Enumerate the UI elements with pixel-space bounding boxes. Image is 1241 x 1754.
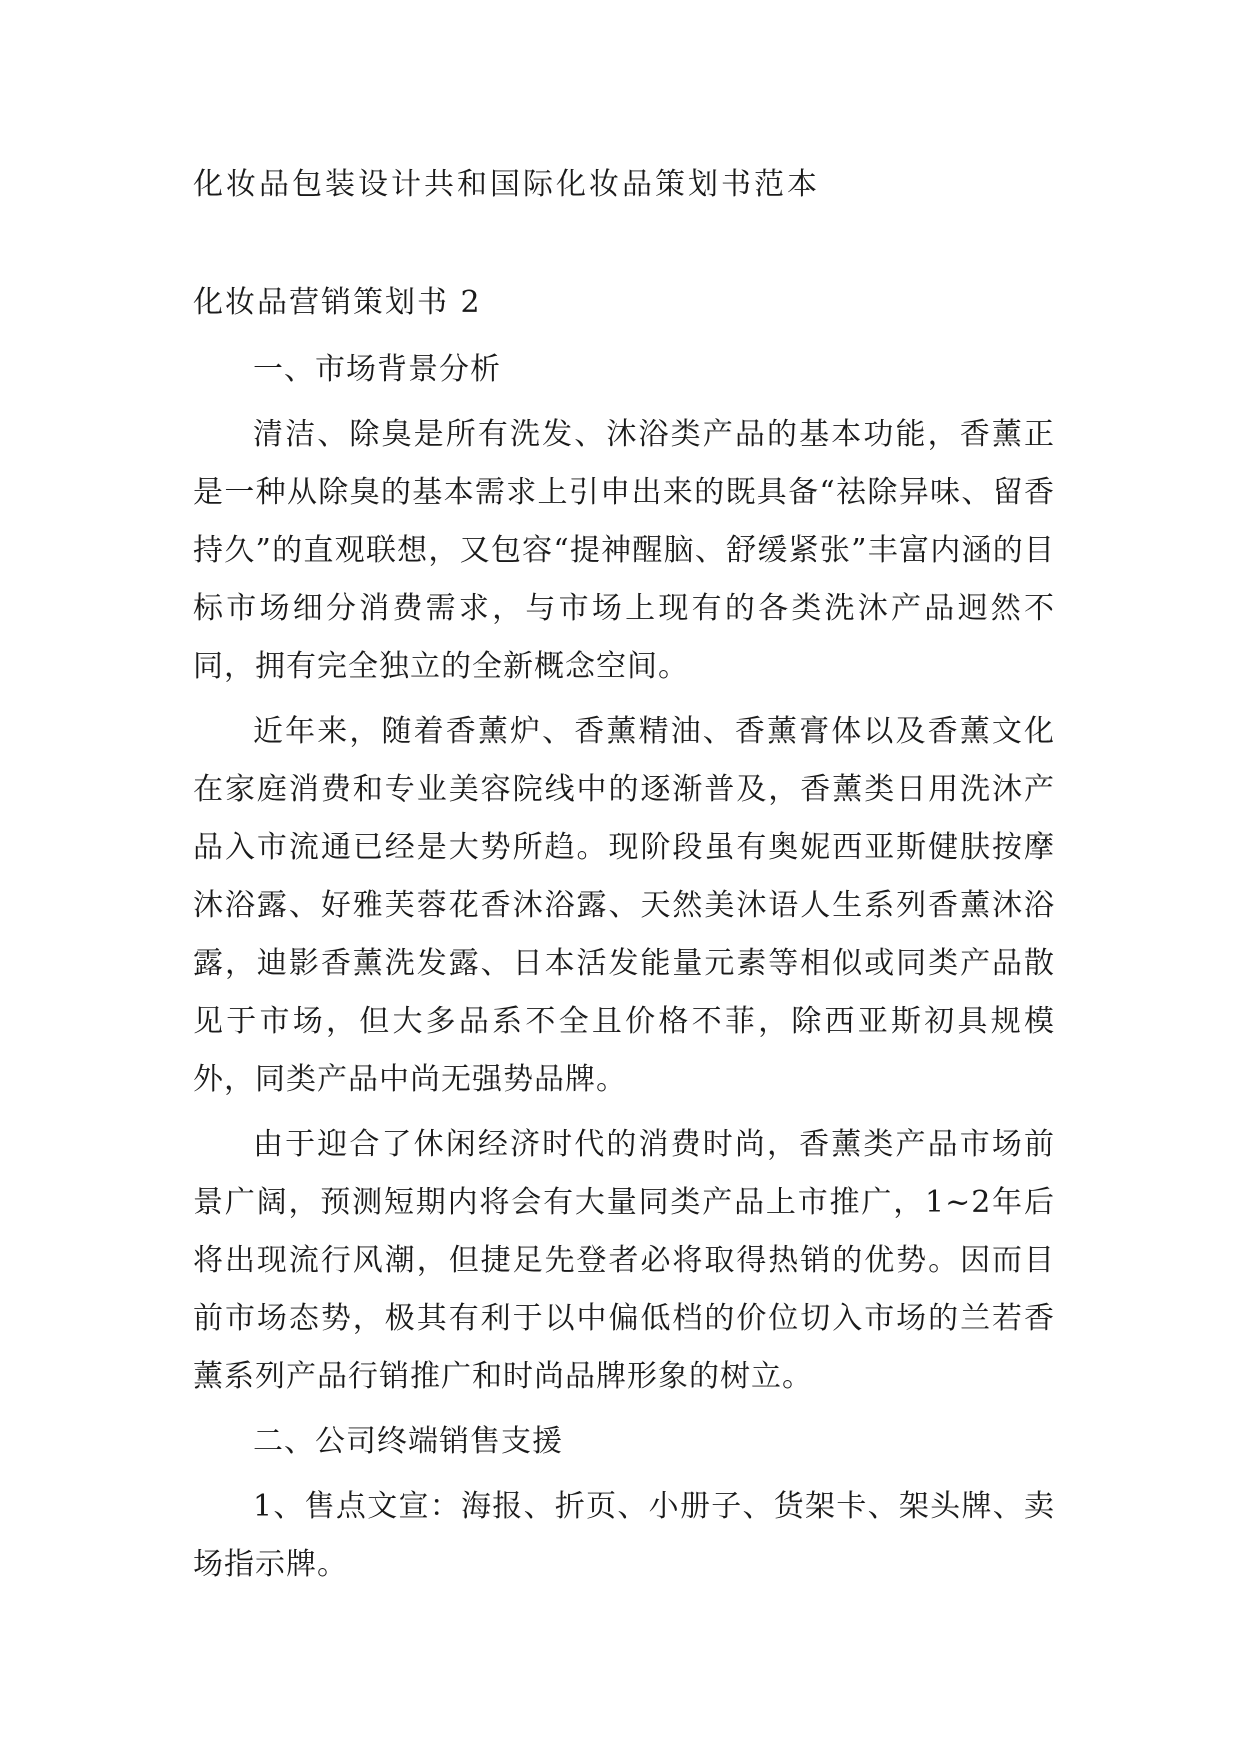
section-heading-market-background: 一、市场背景分析 (253, 352, 501, 387)
paragraph: 近年来，随着香薰炉、香薰精油、香薰膏体以及香薰文化在家庭消费和专业美容院线中的逐渐普及，香薰类日用洗沐产品入市流通已经是大势所趋。现阶段虽有奥妮西亚斯健肤按摩沐浴露、好雅芙蓉花香沐浴露、天然美沐语人生系列香薰沐浴露，迪影香薰洗发露、日本活发能量元素等相似或同类产品散见于市场，但大多品系不全且价格不菲，除西亚斯初具规模外，同类产品中尚无强势品牌。 (193, 714, 1055, 1097)
paragraph: 1、售点文宣：海报、折页、小册子、货架卡、架头牌、卖场指示牌。 (193, 1489, 1055, 1582)
document-subtitle: 化妆品营销策划书 2 (193, 285, 482, 320)
document-body (193, 281, 1055, 1601)
paragraph: 清洁、除臭是所有洗发、沐浴类产品的基本功能，香薰正是一种从除臭的基本需求上引申出来的既具备“祛除异味、留香持久”的直观联想，又包容“提神醒脑、舒缓紧张”丰富内涵的目标市场细分消费需求，与市场上现有的各类洗沐产品迥然不同，拥有完全独立的全新概念空间。 (193, 417, 1055, 684)
document-title: 化妆品包装设计共和国际化妆品策划书范本 (193, 167, 820, 202)
section-heading-sales-support: 二、公司终端销售支援 (253, 1424, 563, 1459)
paragraph: 由于迎合了休闲经济时代的消费时尚，香薰类产品市场前景广阔，预测短期内将会有大量同类产品上市推广，1~2年后将出现流行风潮，但捷足先登者必将取得热销的优势。因而目前市场态势，极其有利于以中偏低档的价位切入市场的兰若香薰系列产品行销推广和时尚品牌形象的树立。 (193, 1127, 1055, 1394)
